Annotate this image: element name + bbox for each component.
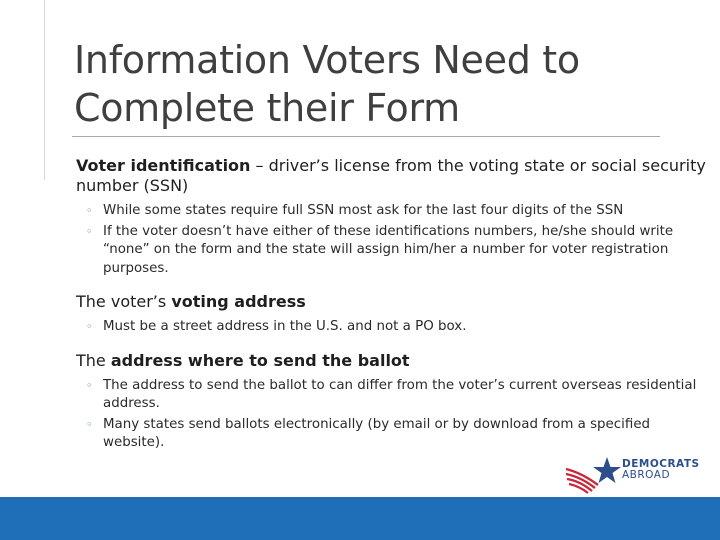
flag-stripes-icon	[564, 455, 624, 495]
logo-text	[622, 459, 700, 481]
heading-text: – driver’s license from the voting state or social security number (SSN)	[76, 156, 706, 195]
democrats-abroad-logo	[564, 455, 714, 495]
list-item-text: Many states send ballots electronically (by email or by download from a specified website).	[103, 416, 651, 450]
bullet-icon: ◦	[86, 320, 93, 333]
bullet-list	[76, 202, 708, 278]
slide-title: Information Voters Need to Complete their Form	[74, 38, 580, 130]
logo-line-1: DEMOCRATS	[622, 458, 700, 470]
heading-text: The voter’s	[76, 292, 172, 311]
list-item	[76, 318, 708, 337]
section-voter-identification	[76, 156, 708, 278]
list-item	[76, 223, 708, 279]
heading-text: The	[76, 350, 111, 370]
list-item-text: The address to send the ballot to can differ from the voter’s current overseas residential address.	[103, 377, 697, 411]
section-heading	[76, 156, 708, 196]
list-item-text: While some states require full SSN most ask for the last four digits of the SSN	[103, 203, 624, 218]
list-item-text: Must be a street address in the U.S. and not a PO box.	[103, 319, 467, 334]
logo-line-2: ABROAD	[622, 469, 671, 481]
list-item	[76, 377, 708, 414]
section-heading	[76, 351, 708, 371]
list-item	[76, 416, 708, 453]
slide-body	[76, 156, 708, 455]
heading-bold-text: Voter identification	[76, 156, 251, 175]
left-decorative-rule	[44, 0, 45, 180]
section-ballot-address	[76, 351, 708, 453]
footer-bar	[0, 497, 720, 540]
bullet-list	[76, 377, 708, 453]
heading-bold-text: voting address	[171, 292, 306, 311]
bullet-list	[76, 318, 708, 337]
bullet-icon: ◦	[86, 204, 93, 217]
bullet-icon: ◦	[86, 224, 93, 238]
section-heading	[76, 292, 708, 312]
star-icon	[593, 457, 621, 483]
bullet-icon: ◦	[86, 378, 93, 392]
list-item-text: If the voter doesn’t have either of these identifications numbers, he/she should write “none” on the form and the state will assign him/her a number for voter registration purposes.	[103, 223, 674, 276]
list-item	[76, 202, 708, 221]
heading-bold-text: address where to send the ballot	[110, 350, 410, 370]
title-divider	[72, 136, 660, 137]
section-voting-address	[76, 292, 708, 337]
bullet-icon: ◦	[86, 417, 93, 431]
